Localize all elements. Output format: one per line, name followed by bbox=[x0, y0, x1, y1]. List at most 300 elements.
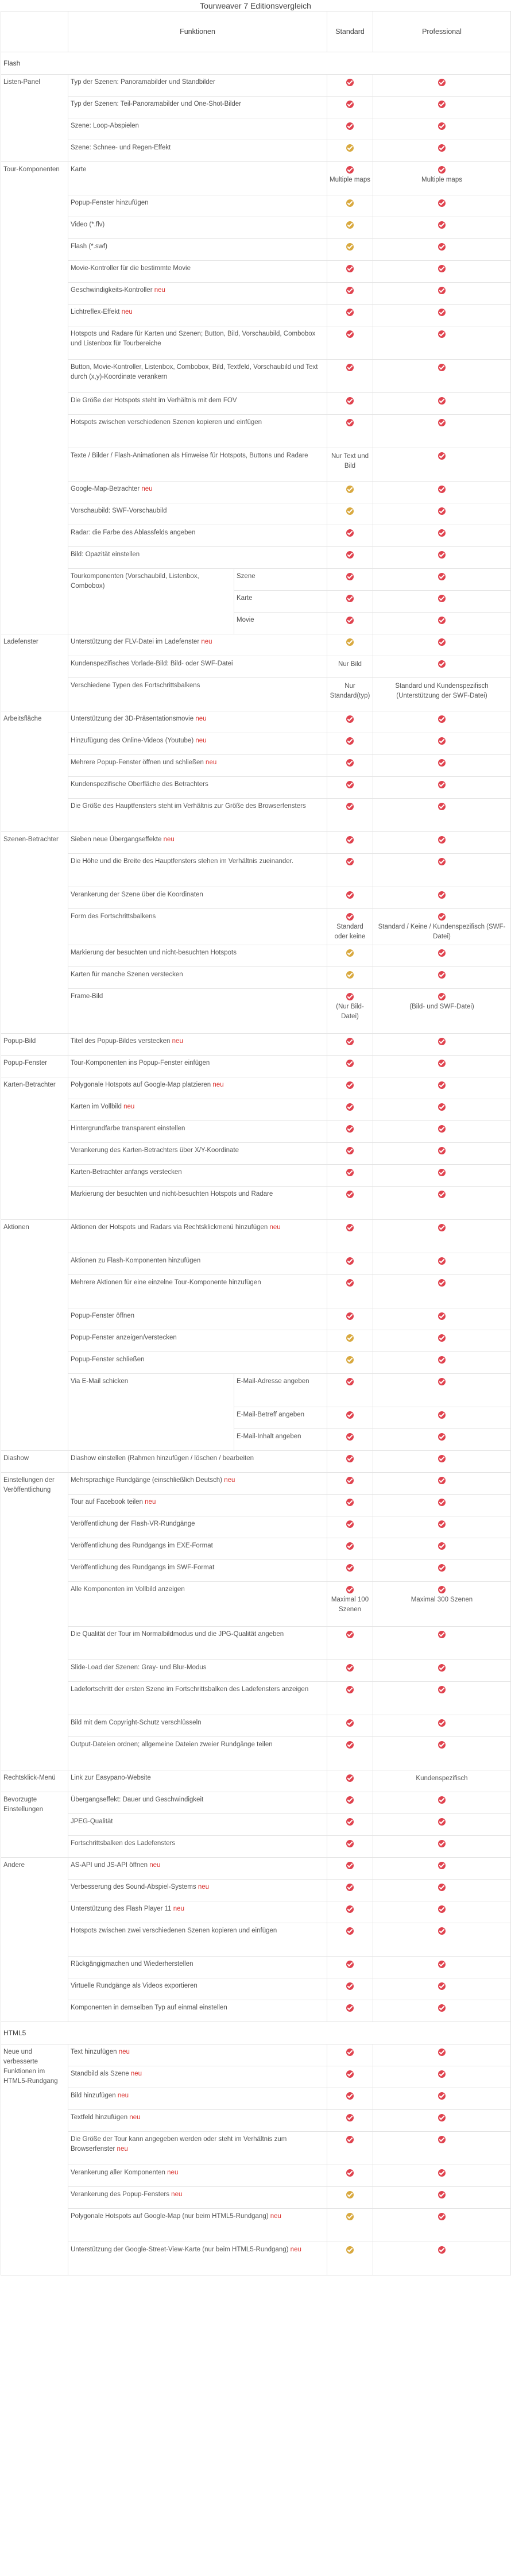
feature-row bbox=[1, 1099, 511, 1121]
feature-row bbox=[1, 393, 511, 415]
feature-text: Die Qualität der Tour im Normalbildmodus und die JPG-Qualität angeben bbox=[71, 1631, 284, 1638]
feature-text: Radar: die Farbe des Ablassfelds angeben bbox=[71, 529, 196, 536]
check-icon bbox=[346, 265, 354, 272]
feature-row bbox=[1, 1538, 511, 1560]
professional-cell bbox=[373, 2209, 511, 2242]
check-icon bbox=[438, 858, 446, 865]
check-icon bbox=[438, 330, 446, 338]
feature-row bbox=[1, 656, 511, 678]
professional-cell bbox=[373, 1627, 511, 1660]
feature-text: Mehrere Popup-Fenster öffnen und schließen bbox=[71, 759, 204, 766]
new-badge: neu bbox=[195, 737, 207, 744]
feature-row bbox=[1, 217, 511, 239]
edition-note: Nur Text und Bild bbox=[331, 453, 369, 469]
category-cell: Popup-Fenster bbox=[1, 1056, 68, 1077]
feature-name bbox=[68, 2132, 327, 2165]
feature-text: Komponenten in demselben Typ auf einmal einstellen bbox=[71, 2004, 227, 2011]
check-icon bbox=[346, 836, 354, 844]
feature-text: Via E-Mail schicken bbox=[71, 1378, 129, 1385]
feature-text: Verschiedene Typen des Fortschrittsbalkens bbox=[71, 682, 200, 689]
check-icon bbox=[346, 715, 354, 723]
professional-cell bbox=[373, 678, 511, 711]
feature-row bbox=[1, 195, 511, 217]
check-icon bbox=[346, 1862, 354, 1869]
standard-cell bbox=[327, 887, 373, 909]
professional-cell bbox=[373, 569, 511, 591]
new-badge: neu bbox=[141, 486, 153, 492]
feature-text: Typ der Szenen: Panoramabilder und Standbilder bbox=[71, 79, 215, 86]
feature-name bbox=[68, 1923, 327, 1957]
check-icon bbox=[438, 1520, 446, 1528]
professional-cell bbox=[373, 656, 511, 678]
standard-cell bbox=[327, 283, 373, 305]
check-icon bbox=[346, 1796, 354, 1804]
feature-text: Video (*.flv) bbox=[71, 221, 105, 228]
feature-row bbox=[1, 2066, 511, 2088]
new-badge: neu bbox=[290, 2246, 301, 2253]
sub-feature: Karte bbox=[234, 591, 327, 613]
professional-cell bbox=[373, 1330, 511, 1352]
feature-name bbox=[68, 393, 327, 415]
feature-text: Alle Komponenten im Vollbild anzeigen bbox=[71, 1586, 185, 1593]
partial-check-icon bbox=[346, 144, 354, 152]
standard-cell bbox=[327, 140, 373, 162]
standard-cell bbox=[327, 1429, 373, 1451]
standard-cell bbox=[327, 1682, 373, 1715]
feature-text: Hotspots zwischen verschiedenen Szenen kopieren und einfügen bbox=[71, 419, 262, 426]
feature-row bbox=[1, 854, 511, 887]
feature-row bbox=[1, 326, 511, 360]
standard-cell bbox=[327, 1308, 373, 1330]
feature-name bbox=[68, 1143, 327, 1165]
feature-text: Sieben neue Übergangseffekte bbox=[71, 836, 162, 843]
professional-cell bbox=[373, 1957, 511, 1978]
category-cell: Aktionen bbox=[1, 1220, 68, 1451]
check-icon bbox=[438, 101, 446, 108]
check-icon bbox=[346, 573, 354, 580]
professional-cell bbox=[373, 482, 511, 503]
new-badge: neu bbox=[130, 2070, 142, 2077]
feature-text: Aktionen der Hotspots und Radars via Rechtsklickmenü hinzufügen bbox=[71, 1224, 268, 1231]
standard-cell bbox=[327, 909, 373, 945]
standard-cell bbox=[327, 239, 373, 261]
check-icon bbox=[438, 265, 446, 272]
section-row bbox=[1, 52, 511, 75]
feature-row bbox=[1, 2165, 511, 2187]
standard-cell bbox=[327, 2209, 373, 2242]
edition-note: (Nur Bild-Datei) bbox=[336, 1003, 364, 1020]
feature-name bbox=[68, 1330, 327, 1352]
feature-row bbox=[1, 261, 511, 283]
professional-cell bbox=[373, 1682, 511, 1715]
check-icon bbox=[438, 1378, 446, 1385]
professional-cell bbox=[373, 967, 511, 989]
check-icon bbox=[346, 1081, 354, 1089]
feature-text: Slide-Load der Szenen: Gray- und Blur-Modus bbox=[71, 1664, 207, 1671]
feature-text: Die Größe der Tour kann angegeben werden oder steht im Verhältnis zum Browserfenster bbox=[71, 2136, 287, 2153]
feature-text: Unterstützung des Flash Player 11 bbox=[71, 1905, 172, 1912]
feature-row bbox=[1, 777, 511, 799]
section-heading: HTML5 bbox=[1, 2022, 511, 2044]
check-icon bbox=[438, 1455, 446, 1462]
professional-cell bbox=[373, 360, 511, 393]
professional-cell bbox=[373, 832, 511, 854]
check-icon bbox=[438, 1741, 446, 1749]
feature-name bbox=[68, 1715, 327, 1737]
feature-row bbox=[1, 2132, 511, 2165]
check-icon bbox=[346, 2004, 354, 2012]
category-cell: Listen-Panel bbox=[1, 75, 68, 162]
feature-text: Popup-Fenster anzeigen/verstecken bbox=[71, 1334, 177, 1341]
professional-cell bbox=[373, 393, 511, 415]
feature-row bbox=[1, 1880, 511, 1901]
check-icon bbox=[438, 486, 446, 493]
check-icon bbox=[438, 79, 446, 86]
standard-cell bbox=[327, 1473, 373, 1495]
check-icon bbox=[346, 1927, 354, 1935]
new-badge: neu bbox=[206, 759, 217, 766]
standard-cell bbox=[327, 678, 373, 711]
feature-text: Textfeld hinzufügen bbox=[71, 2114, 128, 2121]
feature-text: Flash (*.swf) bbox=[71, 243, 107, 250]
feature-name bbox=[68, 967, 327, 989]
feature-name bbox=[68, 989, 327, 1034]
check-icon bbox=[438, 551, 446, 559]
feature-text: Popup-Fenster öffnen bbox=[71, 1312, 135, 1319]
new-badge: neu bbox=[163, 836, 175, 843]
check-icon bbox=[438, 715, 446, 723]
feature-text: Veröffentlichung des Rundgangs im EXE-Format bbox=[71, 1542, 213, 1549]
standard-cell bbox=[327, 1560, 373, 1582]
feature-row bbox=[1, 1836, 511, 1858]
edition-note: Standard oder keine bbox=[334, 923, 366, 940]
category-cell: Neue und verbesserte Funktionen im HTML5-Rundgang bbox=[1, 2044, 68, 2275]
feature-row bbox=[1, 1516, 511, 1538]
check-icon bbox=[346, 2136, 354, 2143]
check-icon bbox=[438, 287, 446, 294]
check-icon bbox=[346, 913, 354, 921]
professional-cell bbox=[373, 1495, 511, 1516]
standard-cell bbox=[327, 799, 373, 832]
feature-row bbox=[1, 1792, 511, 1814]
feature-name bbox=[68, 415, 327, 448]
check-icon bbox=[346, 529, 354, 537]
new-badge: neu bbox=[270, 2213, 281, 2220]
feature-text: Markierung der besuchten und nicht-besuchten Hotspots bbox=[71, 949, 237, 956]
standard-cell bbox=[327, 989, 373, 1034]
feature-name bbox=[68, 1034, 327, 1056]
feature-text: Bild mit dem Copyright-Schutz verschlüsseln bbox=[71, 1719, 202, 1726]
standard-cell bbox=[327, 1099, 373, 1121]
feature-name bbox=[68, 2165, 327, 2187]
feature-text: Unterstützung der FLV-Datei im Ladefenster bbox=[71, 638, 200, 645]
standard-cell bbox=[327, 1275, 373, 1308]
feature-name bbox=[68, 1582, 327, 1627]
professional-cell bbox=[373, 1715, 511, 1737]
professional-cell bbox=[373, 326, 511, 360]
check-icon bbox=[438, 1477, 446, 1484]
check-icon bbox=[438, 2136, 446, 2143]
professional-cell bbox=[373, 195, 511, 217]
check-icon bbox=[438, 364, 446, 371]
feature-row bbox=[1, 1077, 511, 1099]
check-icon bbox=[438, 2049, 446, 2056]
feature-text: Die Größe der Hotspots steht im Verhältnis mit dem FOV bbox=[71, 397, 237, 404]
feature-row bbox=[1, 283, 511, 305]
professional-cell bbox=[373, 1308, 511, 1330]
check-icon bbox=[346, 1038, 354, 1045]
professional-cell bbox=[373, 909, 511, 945]
category-cell: Diashow bbox=[1, 1451, 68, 1473]
check-icon bbox=[438, 2114, 446, 2121]
professional-cell bbox=[373, 2044, 511, 2066]
feature-row bbox=[1, 755, 511, 777]
feature-text: Verbesserung des Sound-Abspiel-Systems bbox=[71, 1884, 196, 1890]
feature-name bbox=[68, 1220, 327, 1253]
standard-cell bbox=[327, 591, 373, 613]
standard-cell bbox=[327, 118, 373, 140]
standard-cell bbox=[327, 1792, 373, 1814]
feature-name bbox=[68, 1275, 327, 1308]
feature-row bbox=[1, 569, 511, 591]
feature-name bbox=[68, 97, 327, 118]
feature-name bbox=[68, 854, 327, 887]
professional-cell bbox=[373, 755, 511, 777]
feature-text: Mehrere Aktionen für eine einzelne Tour-Komponente hinzufügen bbox=[71, 1279, 261, 1286]
standard-cell bbox=[327, 503, 373, 525]
category-cell: Arbeitsfläche bbox=[1, 711, 68, 832]
check-icon bbox=[346, 309, 354, 316]
feature-text: Verankerung aller Komponenten bbox=[71, 2169, 165, 2176]
feature-name bbox=[68, 799, 327, 832]
professional-cell bbox=[373, 2132, 511, 2165]
check-icon bbox=[346, 1520, 354, 1528]
check-icon bbox=[438, 1719, 446, 1727]
standard-cell bbox=[327, 1858, 373, 1880]
professional-cell bbox=[373, 1165, 511, 1187]
standard-cell bbox=[327, 1374, 373, 1407]
feature-row bbox=[1, 989, 511, 1034]
professional-cell bbox=[373, 1560, 511, 1582]
feature-name bbox=[68, 2209, 327, 2242]
check-icon bbox=[438, 1686, 446, 1693]
feature-row bbox=[1, 1451, 511, 1473]
feature-row bbox=[1, 2110, 511, 2132]
new-badge: neu bbox=[269, 1224, 281, 1231]
check-icon bbox=[346, 1818, 354, 1826]
check-icon bbox=[346, 858, 354, 865]
professional-cell bbox=[373, 97, 511, 118]
feature-name bbox=[68, 525, 327, 547]
professional-cell bbox=[373, 415, 511, 448]
feature-row bbox=[1, 2044, 511, 2066]
feature-text: Tour auf Facebook teilen bbox=[71, 1499, 143, 1505]
professional-cell bbox=[373, 547, 511, 569]
professional-cell bbox=[373, 283, 511, 305]
feature-row bbox=[1, 2088, 511, 2110]
check-icon bbox=[346, 1257, 354, 1265]
feature-name bbox=[68, 909, 327, 945]
feature-name bbox=[68, 569, 234, 634]
check-icon bbox=[346, 2092, 354, 2100]
professional-cell bbox=[373, 777, 511, 799]
standard-cell bbox=[327, 2242, 373, 2275]
standard-cell bbox=[327, 1516, 373, 1538]
feature-name bbox=[68, 1495, 327, 1516]
check-icon bbox=[438, 993, 446, 1000]
feature-name bbox=[68, 1901, 327, 1923]
check-icon bbox=[346, 1103, 354, 1111]
check-icon bbox=[346, 1542, 354, 1550]
standard-cell bbox=[327, 2187, 373, 2209]
check-icon bbox=[438, 397, 446, 405]
feature-text: Unterstützung der 3D-Präsentationsmovie bbox=[71, 715, 194, 722]
check-icon bbox=[346, 101, 354, 108]
partial-check-icon bbox=[346, 1334, 354, 1342]
feature-row bbox=[1, 1978, 511, 2000]
feature-name bbox=[68, 261, 327, 283]
feature-name bbox=[68, 1792, 327, 1814]
feature-text: Karten im Vollbild bbox=[71, 1103, 122, 1110]
feature-name bbox=[68, 283, 327, 305]
category-cell: Tour-Komponenten bbox=[1, 162, 68, 634]
professional-cell bbox=[373, 1737, 511, 1770]
check-icon bbox=[438, 1961, 446, 1968]
feature-row bbox=[1, 832, 511, 854]
check-icon bbox=[438, 759, 446, 767]
partial-check-icon bbox=[346, 2246, 354, 2254]
feature-text: Titel des Popup-Bildes verstecken bbox=[71, 1038, 171, 1045]
check-icon bbox=[346, 1499, 354, 1506]
professional-cell bbox=[373, 887, 511, 909]
check-icon bbox=[346, 1279, 354, 1287]
partial-check-icon bbox=[346, 2191, 354, 2198]
check-icon bbox=[346, 1664, 354, 1672]
feature-name bbox=[68, 360, 327, 393]
check-icon bbox=[438, 1982, 446, 1990]
professional-cell bbox=[373, 2187, 511, 2209]
edition-note: (Bild- und SWF-Datei) bbox=[409, 1003, 474, 1010]
standard-cell bbox=[327, 2132, 373, 2165]
feature-text: Karten für manche Szenen verstecken bbox=[71, 971, 183, 978]
feature-text: Popup-Fenster hinzufügen bbox=[71, 199, 149, 206]
standard-cell bbox=[327, 482, 373, 503]
feature-row bbox=[1, 1165, 511, 1187]
professional-cell bbox=[373, 1858, 511, 1880]
feature-row bbox=[1, 1627, 511, 1660]
check-icon bbox=[346, 1741, 354, 1749]
standard-cell bbox=[327, 305, 373, 326]
check-icon bbox=[346, 2049, 354, 2056]
feature-name bbox=[68, 195, 327, 217]
feature-row bbox=[1, 1582, 511, 1627]
check-icon bbox=[438, 1081, 446, 1089]
standard-cell bbox=[327, 195, 373, 217]
feature-name bbox=[68, 1560, 327, 1582]
feature-row bbox=[1, 1814, 511, 1836]
professional-cell bbox=[373, 2242, 511, 2275]
feature-name bbox=[68, 239, 327, 261]
feature-text: Link zur Easypano-Website bbox=[71, 1774, 151, 1781]
check-icon bbox=[438, 1411, 446, 1419]
check-icon bbox=[346, 595, 354, 602]
check-icon bbox=[438, 221, 446, 229]
check-icon bbox=[438, 1499, 446, 1506]
professional-cell bbox=[373, 118, 511, 140]
new-badge: neu bbox=[118, 2049, 130, 2055]
professional-cell bbox=[373, 591, 511, 613]
check-icon bbox=[438, 2169, 446, 2177]
feature-name bbox=[68, 1858, 327, 1880]
edition-comparison-table bbox=[1, 11, 511, 2275]
standard-cell bbox=[327, 1220, 373, 1253]
feature-name bbox=[68, 678, 327, 711]
new-badge: neu bbox=[149, 1862, 161, 1869]
check-icon bbox=[346, 1411, 354, 1419]
feature-text: Standbild als Szene bbox=[71, 2070, 129, 2077]
feature-text: Button, Movie-Kontroller, Listenbox, Combobox, Bild, Textfeld, Vorschaubild und Text durch (x,y)-Koordinate verankern bbox=[71, 364, 318, 380]
standard-cell bbox=[327, 1495, 373, 1516]
professional-cell bbox=[373, 1187, 511, 1220]
standard-cell bbox=[327, 613, 373, 634]
check-icon bbox=[346, 1378, 354, 1385]
feature-row bbox=[1, 887, 511, 909]
feature-name bbox=[68, 777, 327, 799]
check-icon bbox=[346, 1224, 354, 1231]
feature-row bbox=[1, 1143, 511, 1165]
comparison-page bbox=[0, 1, 511, 2275]
standard-cell bbox=[327, 1121, 373, 1143]
check-icon bbox=[346, 1884, 354, 1891]
check-icon bbox=[346, 1905, 354, 1913]
check-icon bbox=[438, 1818, 446, 1826]
check-icon bbox=[346, 1586, 354, 1593]
standard-cell bbox=[327, 711, 373, 733]
feature-text: Geschwindigkeits-Kontroller bbox=[71, 287, 153, 294]
check-icon bbox=[438, 573, 446, 580]
feature-row bbox=[1, 482, 511, 503]
feature-name bbox=[68, 2066, 327, 2088]
professional-cell bbox=[373, 217, 511, 239]
feature-row bbox=[1, 1737, 511, 1770]
check-icon bbox=[346, 1147, 354, 1154]
partial-check-icon bbox=[346, 199, 354, 207]
standard-cell bbox=[327, 777, 373, 799]
feature-row bbox=[1, 733, 511, 755]
feature-text: Tourkomponenten (Vorschaubild, Listenbox, Combobox) bbox=[71, 573, 199, 590]
feature-name bbox=[68, 1165, 327, 1187]
feature-text: Hotspots zwischen zwei verschiedenen Szenen kopieren und einfügen bbox=[71, 1927, 277, 1934]
check-icon bbox=[346, 737, 354, 745]
standard-cell bbox=[327, 1836, 373, 1858]
check-icon bbox=[438, 1356, 446, 1364]
standard-cell bbox=[327, 1901, 373, 1923]
professional-cell bbox=[373, 2110, 511, 2132]
new-badge: neu bbox=[154, 287, 165, 294]
feature-row bbox=[1, 2209, 511, 2242]
check-icon bbox=[438, 803, 446, 810]
feature-text: Movie-Kontroller für die bestimmte Movie bbox=[71, 265, 191, 272]
check-icon bbox=[346, 1312, 354, 1320]
new-badge: neu bbox=[121, 309, 133, 315]
check-icon bbox=[438, 1060, 446, 1067]
professional-cell bbox=[373, 1099, 511, 1121]
feature-name bbox=[68, 1880, 327, 1901]
feature-name bbox=[68, 1538, 327, 1560]
standard-cell bbox=[327, 1814, 373, 1836]
feature-text: Mehrsprachige Rundgänge (einschließlich Deutsch) bbox=[71, 1477, 222, 1484]
check-icon bbox=[346, 993, 354, 1000]
